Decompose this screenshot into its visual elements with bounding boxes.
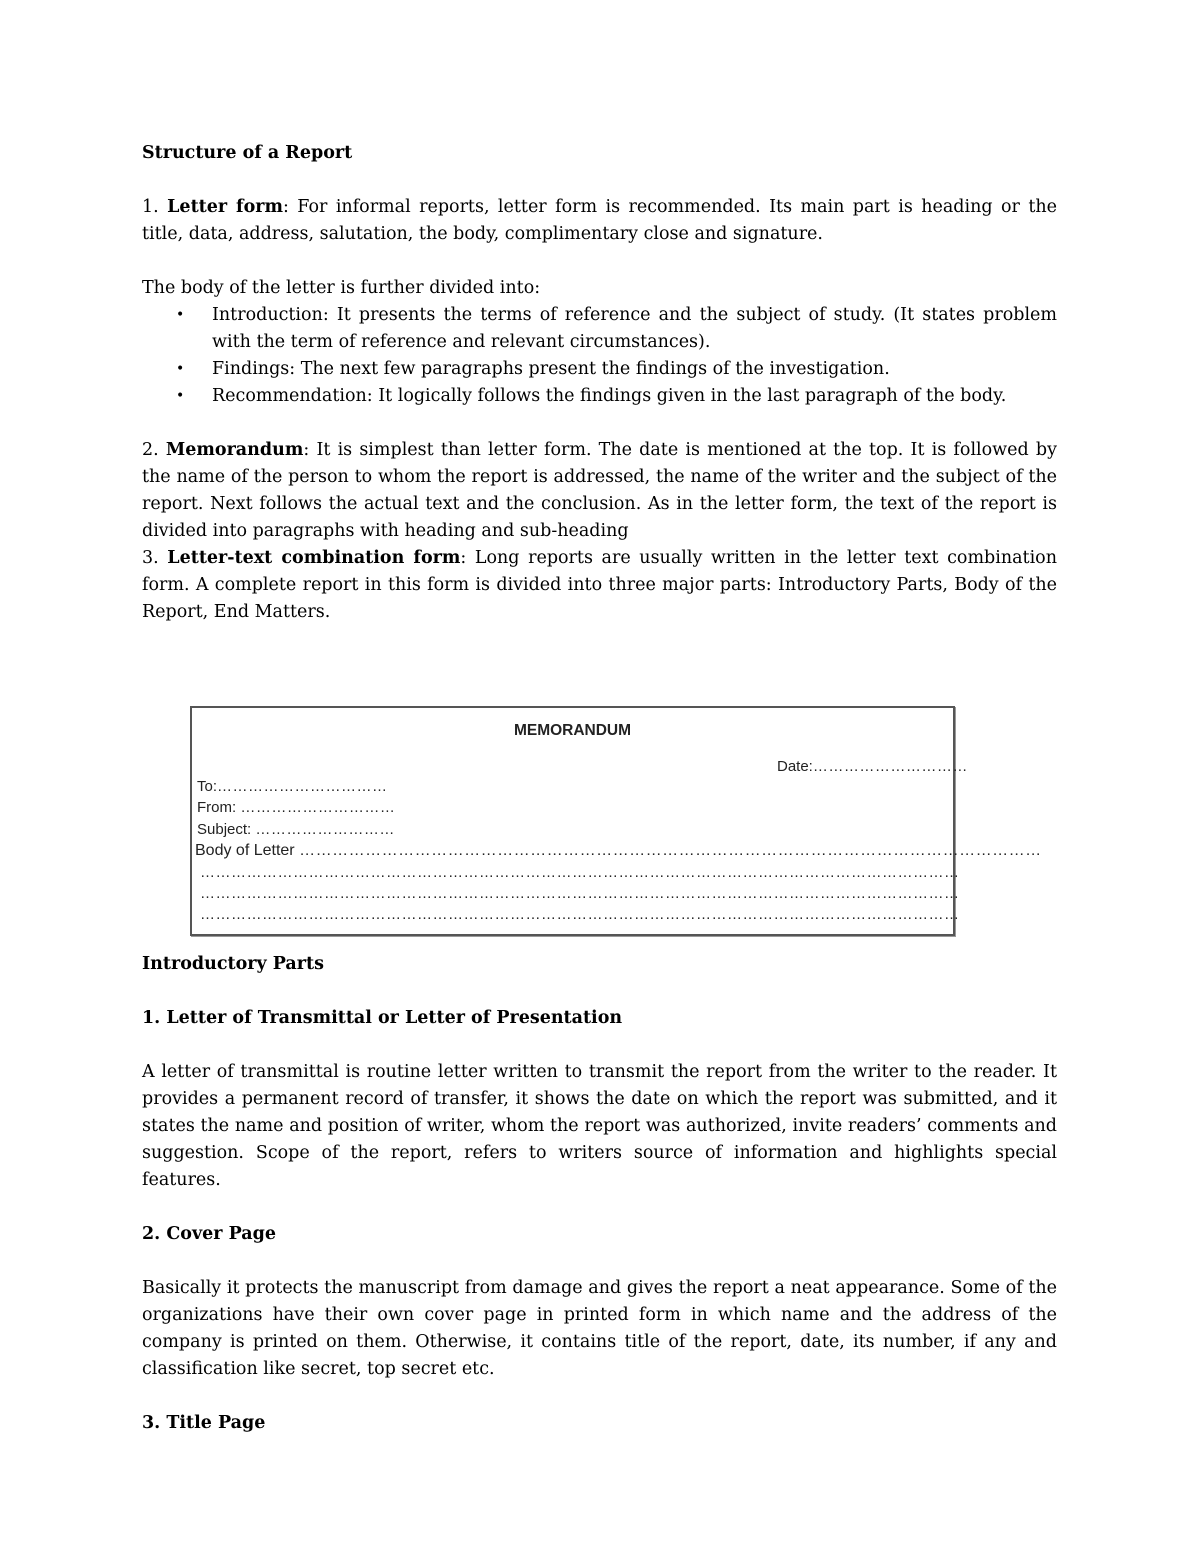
list-item: • Findings: The next few paragraphs present the findings of the investigation. bbox=[142, 356, 1057, 383]
memo-to: To:…………………………… bbox=[197, 778, 388, 795]
memorandum-figure bbox=[190, 706, 1042, 936]
document-body bbox=[142, 140, 1057, 626]
memo-body-line: ………………………………………………………………………………………………………………………………… bbox=[200, 885, 960, 902]
memo-body-line: ………………………………………………………………………………………………………………………………… bbox=[200, 906, 960, 923]
memo-body-label: Body of Letter ……………………………………………………………………………………………………………………… bbox=[195, 842, 1042, 859]
memo-title: MEMORANDUM bbox=[513, 722, 632, 739]
bullet-icon: • bbox=[176, 361, 185, 377]
paragraph: Basically it protects the manuscript from damage and gives the report a neat appearance. Some of the organizations have their own cover page in printed form in which name and the address of the company is printed on them. Otherwise, it contains title of the report, date, its number, if any and classification like secret, top secret etc. bbox=[142, 1278, 1057, 1379]
memo-from: From: ………………………… bbox=[197, 799, 396, 816]
memo-subject: Subject: ……………………… bbox=[197, 821, 395, 838]
subheading: 3. Title Page bbox=[142, 1413, 266, 1433]
item-letter-form: 1. Letter form: For informal reports, letter form is recommended. Its main part is heading or the title, data, address, salutation, the body, complimentary close and signature. bbox=[142, 197, 1057, 244]
item-letter-text-combination: 3. Letter-text combination form: Long reports are usually written in the letter text combination form. A complete report in this form is divided into three major parts: Introductory Parts, Body of the Report, End Matters. bbox=[142, 548, 1057, 622]
subheading: 2. Cover Page bbox=[142, 1224, 276, 1244]
list-item: • Introduction: It presents the terms of reference and the subject of study. (It states problem with the term of reference and relevant circumstances). bbox=[142, 302, 1057, 356]
memo-body-line: ………………………………………………………………………………………………………………………………… bbox=[200, 864, 960, 881]
paragraph: A letter of transmittal is routine letter written to transmit the report from the writer to the reader. It provides a permanent record of transfer, it shows the date on which the report was submitted, and it states the name and position of writer, whom the report was authorized, invite readers’ comments and suggestion. Scope of the report, refers to writers source of information and highlights special features. bbox=[142, 1062, 1057, 1190]
bullet-icon: • bbox=[176, 307, 185, 323]
item-memorandum: 2. Memorandum: It is simplest than letter form. The date is mentioned at the top. It is followed by the name of the person to whom the report is addressed, the name of the writer and the subject of the report. Next follows the actual text and the conclusion. As in the letter form, the text of the report is divided into paragraphs with heading and sub-heading bbox=[142, 440, 1057, 541]
bullet-list bbox=[142, 302, 1057, 410]
bullet-icon: • bbox=[176, 388, 185, 404]
subheading: 1. Letter of Transmittal or Letter of Presentation bbox=[142, 1008, 623, 1028]
body-intro: The body of the letter is further divided into: bbox=[142, 278, 541, 298]
list-item: • Recommendation: It logically follows the findings given in the last paragraph of the body. bbox=[142, 383, 1057, 410]
introductory-parts bbox=[142, 951, 1057, 1437]
memo-date: Date:………………………… bbox=[777, 758, 968, 775]
section-heading: Structure of a Report bbox=[142, 143, 353, 163]
section-heading: Introductory Parts bbox=[142, 954, 324, 974]
